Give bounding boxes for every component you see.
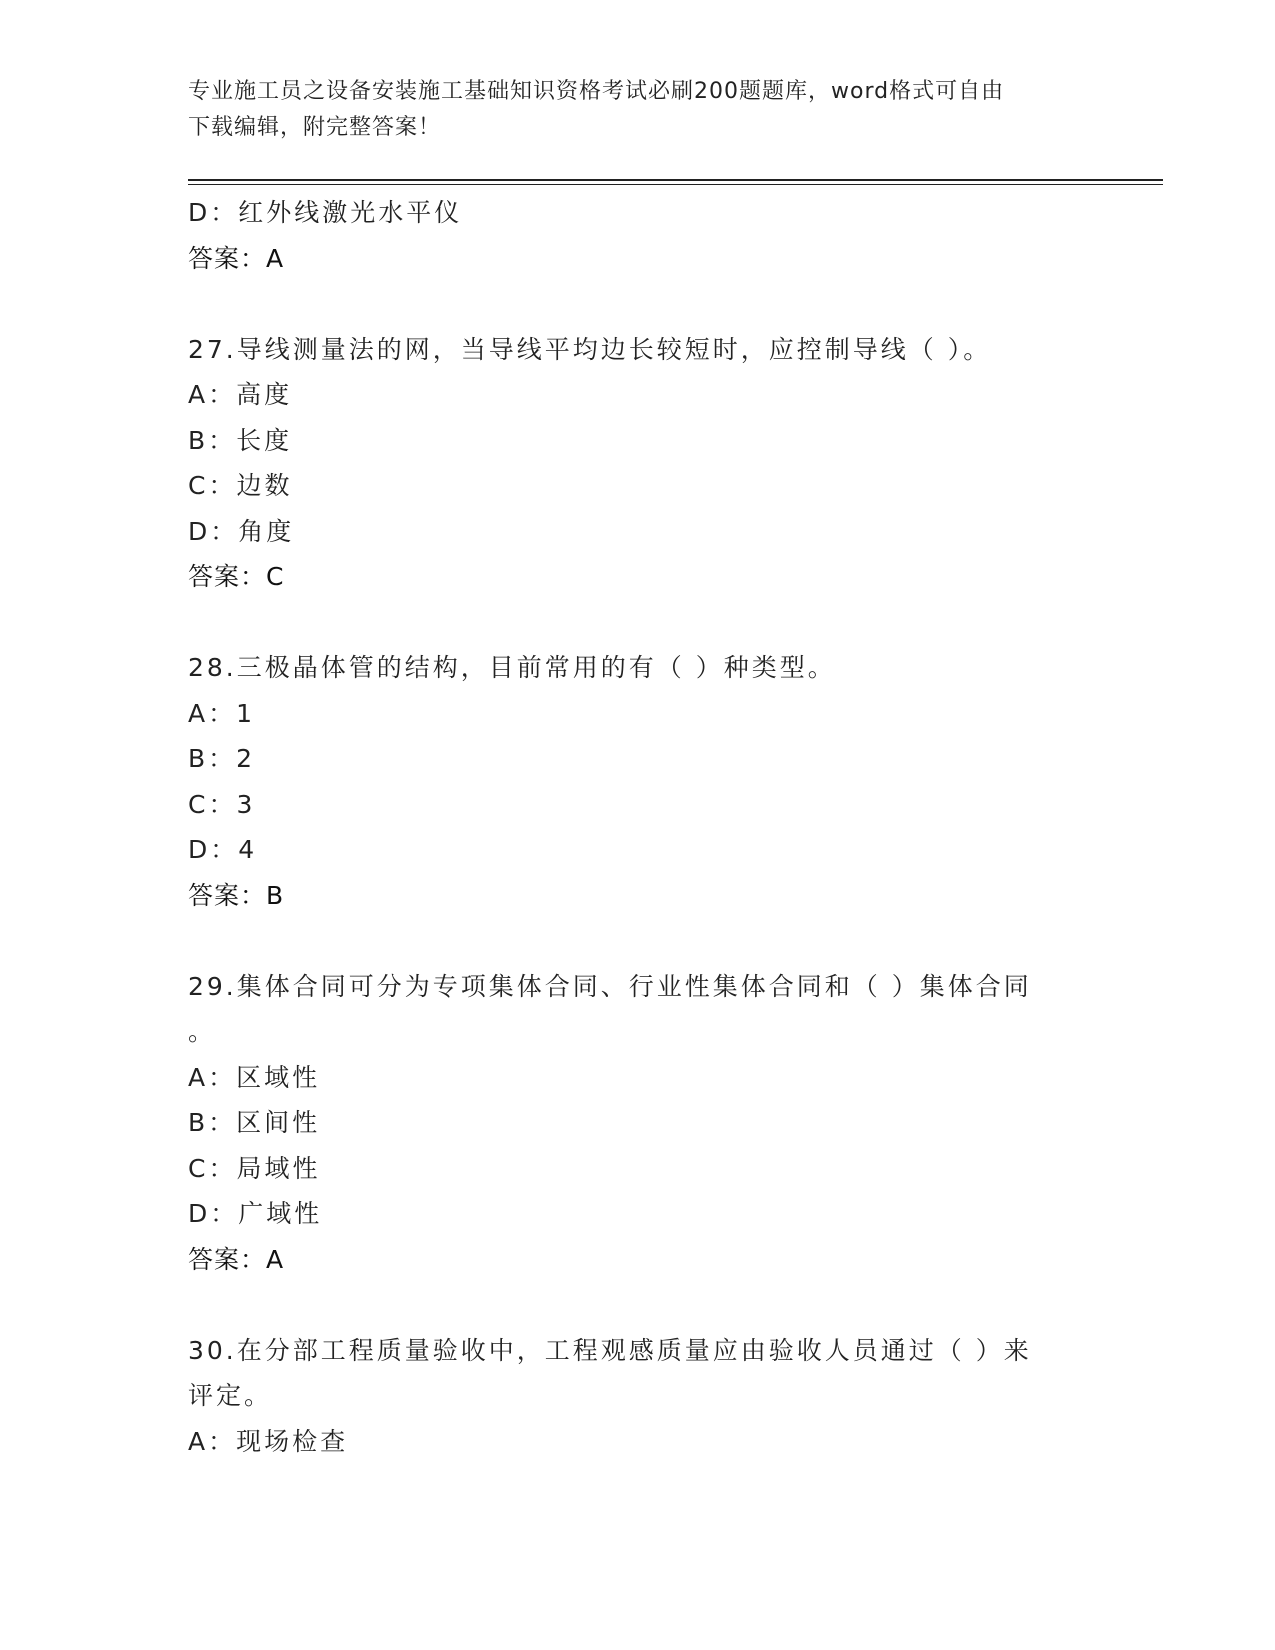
- question-stem: 29.集体合同可分为专项集体合同、行业性集体合同和（ ）集体合同: [188, 971, 1032, 1001]
- answer-label: 答案：B: [188, 880, 285, 910]
- question-27: [188, 327, 1088, 600]
- spacer: [188, 1282, 1088, 1328]
- question-30: [188, 1328, 1088, 1465]
- question-stem: 27.导线测量法的网，当导线平均边长较短时，应控制导线（ ）。: [188, 334, 992, 364]
- question-stem: 30.在分部工程质量验收中，工程观感质量应由验收人员通过（ ）来: [188, 1335, 1032, 1365]
- spacer: [188, 918, 1088, 964]
- option-b: B：区间性: [188, 1108, 321, 1137]
- header-title-line-2: 下载编辑，附完整答案！: [188, 115, 442, 140]
- answer-label: 答案：C: [188, 562, 285, 591]
- spacer: [188, 281, 1088, 327]
- question-stem: 28.三极晶体管的结构，目前常用的有（ ）种类型。: [188, 653, 836, 682]
- question-26-tail: [188, 190, 1088, 281]
- document-header: [188, 74, 1088, 146]
- header-title-line-1: 专业施工员之设备安装施工基础知识资格考试必刷200题题库，word格式可自由: [188, 79, 1005, 104]
- answer-label: 答案：A: [188, 243, 285, 273]
- option-a: A：高度: [188, 380, 293, 409]
- option-d: D：广域性: [188, 1199, 323, 1228]
- question-stem-continuation: 。: [188, 1017, 217, 1046]
- question-29: [188, 964, 1088, 1283]
- header-rule-thick: [188, 179, 1163, 181]
- option-b: B：长度: [188, 425, 293, 455]
- question-stem-continuation: 评定。: [188, 1381, 273, 1410]
- option-a: A：区域性: [188, 1062, 321, 1092]
- option-d: D：4: [188, 835, 258, 864]
- option-b: B：2: [188, 744, 256, 773]
- header-rule-thin: [188, 184, 1163, 185]
- option-c: C：3: [188, 789, 256, 819]
- spacer: [188, 600, 1088, 646]
- option-a: A：现场检查: [188, 1426, 349, 1456]
- option-d: D：角度: [188, 516, 295, 546]
- option-d: D：红外线激光水平仪: [188, 198, 463, 227]
- option-a: A：1: [188, 698, 256, 728]
- option-c: C：局域性: [188, 1153, 321, 1183]
- question-list: [188, 190, 1088, 1464]
- question-28: [188, 645, 1088, 918]
- option-c: C：边数: [188, 471, 293, 500]
- answer-label: 答案：A: [188, 1244, 285, 1274]
